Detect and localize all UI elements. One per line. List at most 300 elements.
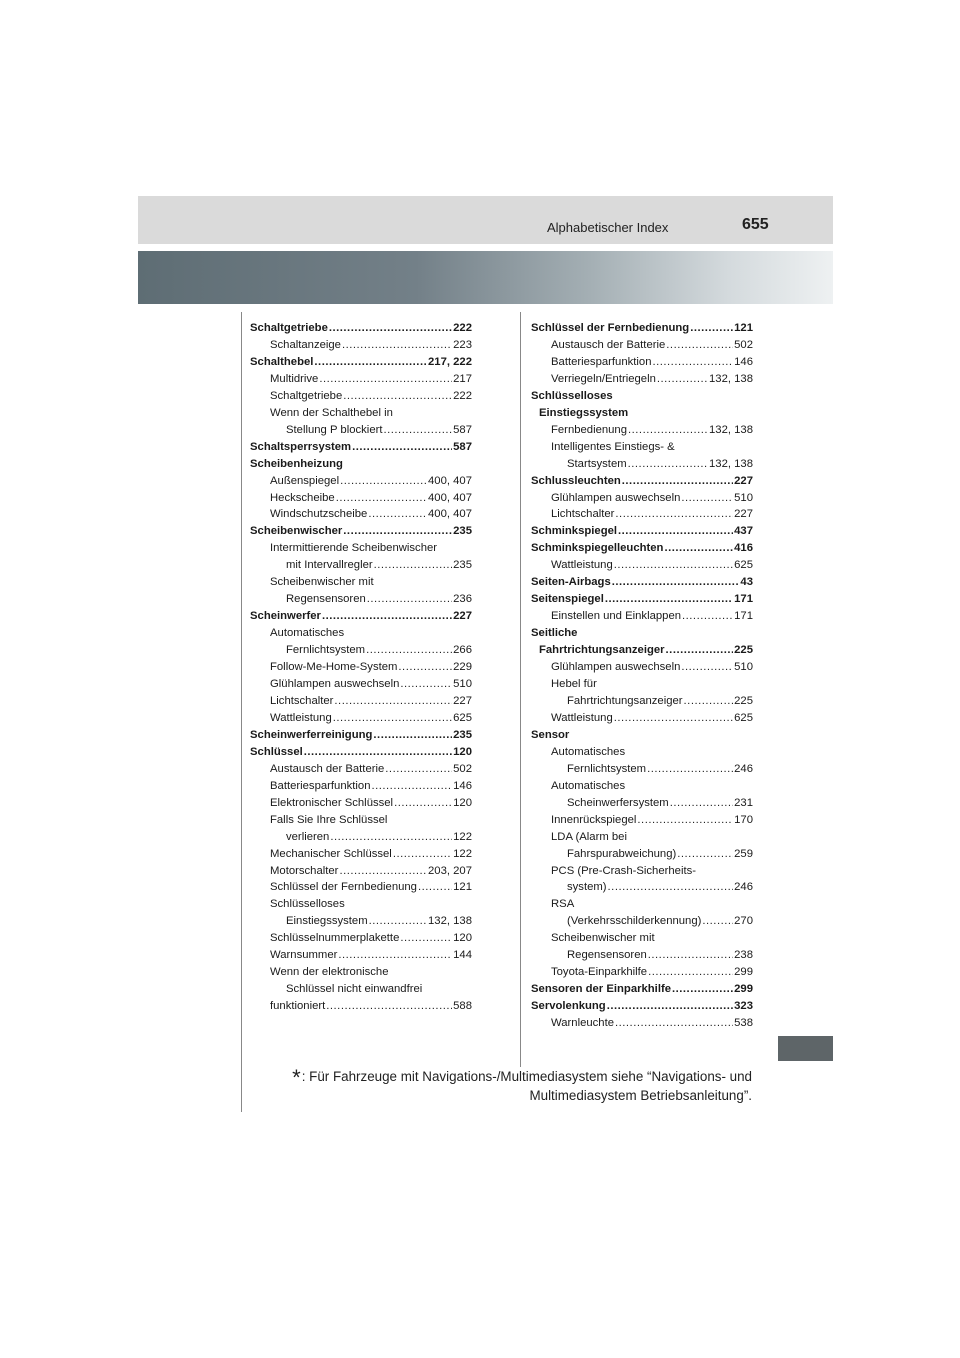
dot-leader: [664, 540, 733, 557]
index-entry-term: Schminkspiegelleuchten: [531, 542, 664, 555]
index-entry: [531, 456, 753, 473]
index-entry-term: Schaltgetriebe: [270, 389, 343, 402]
index-entry-term: mit Intervallregler: [286, 559, 373, 572]
index-entry-term: Wattleistung: [551, 559, 613, 572]
dot-leader: [670, 795, 733, 812]
index-entry-term: Follow-Me-Home-System: [270, 661, 398, 674]
index-entry-term: system): [567, 881, 607, 894]
page-number: 655: [742, 216, 769, 233]
dot-leader: [336, 490, 427, 507]
index-entry: [531, 354, 753, 371]
index-entry: [250, 540, 472, 557]
dot-leader: [319, 371, 452, 388]
index-entry: [250, 642, 472, 659]
dot-leader: [612, 574, 740, 591]
index-entry-page: 227: [734, 508, 753, 521]
index-entry-page: 122: [453, 830, 472, 843]
dot-leader: [702, 913, 733, 930]
index-entry-page: 270: [734, 915, 753, 928]
dot-leader: [608, 879, 734, 896]
index-entry-page: 225: [734, 644, 753, 657]
dot-leader: [367, 591, 452, 608]
index-entry-page: 121: [734, 322, 753, 334]
dot-leader: [690, 320, 733, 337]
index-entry-term: Automatisches: [551, 779, 626, 792]
dot-leader: [366, 642, 452, 659]
index-entry-term: Austausch der Batterie: [551, 338, 666, 351]
index-entry-page: 43: [740, 576, 753, 589]
index-entry-term: Schminkspiegel: [531, 525, 618, 538]
index-entry-page: 238: [734, 949, 753, 962]
index-entry-term: Falls Sie Ihre Schlüssel: [270, 813, 388, 826]
index-entry-page: 266: [453, 644, 472, 657]
index-entry-term: Fernlichtsystem: [286, 644, 366, 657]
footnote-text-1: : Für Fahrzeuge mit Navigations-/Multimediasystem siehe “Navigations- und: [301, 1069, 752, 1084]
index-entry: [250, 846, 472, 863]
index-entry-page: 227: [453, 610, 472, 623]
index-entry: [531, 727, 753, 744]
footnote-star: *: [292, 1065, 301, 1090]
index-entry-term: Außenspiegel: [270, 474, 340, 487]
index-entry-term: funktioniert: [270, 1000, 326, 1013]
index-entry-term: Lichtschalter: [551, 508, 615, 521]
index-entry-term: Wattleistung: [270, 711, 332, 724]
index-entry-term: Regensensoren: [286, 593, 366, 606]
index-entry-page: 170: [734, 813, 753, 826]
dot-leader: [304, 744, 452, 761]
index-entry: [531, 879, 753, 896]
dot-leader: [343, 523, 452, 540]
footnote-line-2: Multimediasystem Betriebsanleitung”.: [529, 1088, 752, 1103]
index-entry-page: 587: [453, 440, 472, 453]
index-entry-page: 510: [734, 491, 753, 504]
dot-leader: [398, 659, 452, 676]
index-entry: [250, 693, 472, 710]
dot-leader: [333, 710, 452, 727]
index-entry-term: Servolenkung: [531, 1000, 606, 1013]
index-entry: [250, 676, 472, 693]
index-entry-page: 217, 222: [428, 355, 472, 368]
index-entry: [250, 778, 472, 795]
index-entry-term: Warnsummer: [270, 949, 338, 962]
header-bar: [138, 196, 833, 244]
index-entry-term: Schlüssel: [250, 745, 303, 758]
index-entry: [531, 761, 753, 778]
index-entry-term: Wenn der Schalthebel in: [270, 406, 393, 419]
index-entry: [531, 1015, 753, 1032]
index-entry-term: Einstiegssystem: [286, 915, 368, 928]
index-entry: [250, 829, 472, 846]
index-entry: [250, 371, 472, 388]
index-entry: [250, 879, 472, 896]
dot-leader: [373, 727, 452, 744]
index-entry-page: 132, 138: [428, 915, 472, 928]
index-entry-term: Schlüssel der Fernbedienung: [531, 322, 690, 334]
index-entry-page: 146: [734, 355, 753, 368]
index-entry-page: 416: [734, 542, 753, 555]
index-entry: [531, 659, 753, 676]
index-entry-term: Wattleistung: [551, 711, 613, 724]
index-entry-page: 223: [453, 338, 472, 351]
index-entry: [531, 388, 753, 405]
index-entry-page: 227: [734, 474, 753, 487]
index-entry: [531, 812, 753, 829]
index-entry-page: 222: [453, 389, 472, 402]
index-entry-term: Intelligentes Einstiegs- &: [551, 440, 675, 453]
index-entry-page: 510: [734, 661, 753, 674]
index-entry-term: Fernlichtsystem: [567, 762, 647, 775]
index-entry-term: Seiten-Airbags: [531, 576, 611, 589]
index-entry-term: Intermittierende Scheibenwischer: [270, 542, 438, 555]
dot-leader: [681, 659, 733, 676]
index-entry-term: Scheinwerfer: [250, 610, 321, 623]
index-entry-page: 121: [453, 881, 472, 894]
index-entry-page: 217: [453, 372, 472, 385]
dot-leader: [418, 879, 452, 896]
index-entry-term: Glühlampen auswechseln: [551, 661, 681, 674]
index-entry: [250, 591, 472, 608]
index-entry-term: Scheinwerfersystem: [567, 796, 669, 809]
index-entry-page: 231: [734, 796, 753, 809]
index-entry: [531, 863, 753, 880]
index-entry-term: RSA: [551, 898, 575, 911]
index-entry-page: 259: [734, 847, 753, 860]
dot-leader: [314, 354, 427, 371]
index-entry: [250, 659, 472, 676]
dot-leader: [352, 439, 452, 456]
index-entry-page: 227: [453, 694, 472, 707]
dot-leader: [628, 456, 708, 473]
dot-leader: [681, 490, 733, 507]
index-entry-page: 246: [734, 762, 753, 775]
index-entry: [250, 490, 472, 507]
index-entry-page: 235: [453, 525, 472, 538]
index-entry: [250, 439, 472, 456]
index-entry-page: 120: [453, 745, 472, 758]
dot-leader: [615, 506, 733, 523]
index-entry: [531, 540, 753, 557]
index-entry-term: LDA (Alarm bei: [551, 830, 627, 843]
dot-leader: [614, 557, 733, 574]
index-entry: [531, 625, 753, 642]
index-entry-page: 132, 138: [709, 372, 753, 385]
page-header-title: Alphabetischer Index: [547, 220, 669, 235]
index-entry-term: Schlüssel nicht einwandfrei: [286, 983, 423, 996]
index-entry-page: 299: [734, 966, 753, 979]
index-entry-term: Scheibenwischer mit: [551, 932, 655, 945]
index-entry-term: Innenrückspiegel: [551, 813, 637, 826]
dot-leader: [618, 523, 733, 540]
index-entry: [531, 591, 753, 608]
dot-leader: [374, 557, 453, 574]
index-entry: [531, 642, 753, 659]
index-entry-page: 625: [734, 559, 753, 572]
index-entry: [531, 913, 753, 930]
index-entry-page: 144: [453, 949, 472, 962]
index-entry-term: Elektronischer Schlüssel: [270, 796, 394, 809]
index-entry-term: Einstiegssystem: [539, 406, 629, 419]
index-entry-page: 502: [453, 762, 472, 775]
dot-leader: [615, 1015, 733, 1032]
index-entry-page: 246: [734, 881, 753, 894]
index-entry-page: 400, 407: [428, 508, 472, 521]
index-entry-term: Automatisches: [270, 627, 345, 640]
index-entry-term: Glühlampen auswechseln: [551, 491, 681, 504]
index-entry-term: Fernbedienung: [551, 423, 628, 436]
index-entry: [531, 981, 753, 998]
index-entry: [250, 608, 472, 625]
index-entry: [531, 676, 753, 693]
index-entry-term: Schlüsselloses: [270, 898, 345, 911]
index-entry: [250, 913, 472, 930]
index-entry-page: 437: [734, 525, 753, 538]
dot-leader: [652, 354, 733, 371]
index-entry: [531, 320, 753, 337]
index-entry: [250, 812, 472, 829]
index-entry: [250, 998, 472, 1015]
index-entry-page: 538: [734, 1017, 753, 1030]
dot-leader: [368, 506, 427, 523]
dot-leader: [339, 863, 427, 880]
index-entry-term: Lichtschalter: [270, 694, 334, 707]
index-entry-term: Wenn der elektronische: [270, 966, 389, 979]
index-entry: [250, 523, 472, 540]
index-entry: [531, 710, 753, 727]
dot-leader: [657, 371, 708, 388]
index-entry: [250, 506, 472, 523]
index-entry-page: 203, 207: [428, 864, 472, 877]
index-entry: [250, 354, 472, 371]
index-entry-page: 132, 138: [709, 423, 753, 436]
index-entry-term: Schlussleuchten: [531, 474, 621, 487]
dot-leader: [607, 998, 733, 1015]
index-entry-page: 299: [734, 983, 753, 996]
index-entry-term: Seitliche: [531, 627, 578, 640]
index-entry-term: PCS (Pre-Crash-Sicherheits-: [551, 864, 697, 877]
index-entry-term: Einstellen und Einklappen: [551, 610, 682, 623]
index-entry: [531, 829, 753, 846]
index-entry: [531, 795, 753, 812]
index-entry-page: 225: [734, 694, 753, 707]
dot-leader: [628, 422, 708, 439]
dot-leader: [322, 608, 452, 625]
index-entry: [531, 608, 753, 625]
index-entry-term: Batteriesparfunktion: [270, 779, 371, 792]
index-entry: [250, 964, 472, 981]
index-entry: [250, 422, 472, 439]
index-entry-term: Scheibenwischer: [250, 525, 343, 538]
index-entry: [250, 405, 472, 422]
footnote-line-1: [250, 1065, 752, 1090]
column-divider: [520, 312, 521, 1067]
dot-leader: [338, 947, 452, 964]
dot-leader: [326, 998, 452, 1015]
index-entry-term: Schaltanzeige: [270, 338, 341, 351]
index-entry: [531, 439, 753, 456]
index-entry-term: Schlüssel der Fernbedienung: [270, 881, 417, 894]
index-entry-term: Sensor: [531, 728, 570, 741]
index-entry-term: Fahrtrichtungsanzeiger: [567, 694, 683, 707]
index-entry: [531, 964, 753, 981]
dot-leader: [342, 337, 452, 354]
index-entry-term: Multidrive: [270, 372, 319, 385]
index-entry-term: Schlüsselnummerplakette: [270, 932, 400, 945]
index-entry: [531, 523, 753, 540]
index-entry-term: Toyota-Einparkhilfe: [551, 966, 648, 979]
index-entry-page: 171: [734, 593, 753, 606]
index-entry: [531, 846, 753, 863]
index-entry: [531, 778, 753, 795]
index-entry-term: Heckscheibe: [270, 491, 335, 504]
index-entry: [250, 710, 472, 727]
index-entry-term: Mechanischer Schlüssel: [270, 847, 392, 860]
index-entry-page: 122: [453, 847, 472, 860]
index-entry-term: Automatisches: [551, 745, 626, 758]
index-entry: [250, 625, 472, 642]
index-entry: [531, 422, 753, 439]
index-entry-page: 120: [453, 796, 472, 809]
index-entry: [250, 930, 472, 947]
index-entry: [250, 320, 472, 337]
index-entry: [531, 337, 753, 354]
dot-leader: [622, 473, 733, 490]
index-entry-page: 171: [734, 610, 753, 623]
dot-leader: [384, 422, 453, 439]
index-entry: [250, 896, 472, 913]
index-entry-term: Warnleuchte: [551, 1017, 614, 1030]
index-entry-page: 229: [453, 661, 472, 674]
index-entry-page: 323: [734, 1000, 753, 1013]
index-entry-page: 625: [734, 711, 753, 724]
dot-leader: [647, 761, 733, 778]
index-entry-page: 235: [453, 728, 472, 741]
dot-leader: [672, 981, 733, 998]
index-entry-term: Scheinwerferreinigung: [250, 728, 373, 741]
index-entry-term: Austausch der Batterie: [270, 762, 385, 775]
index-column-right: [531, 320, 753, 1032]
index-entry: [531, 371, 753, 388]
dot-leader: [648, 964, 733, 981]
index-entry-term: Glühlampen auswechseln: [270, 678, 400, 691]
index-entry-page: 236: [453, 593, 472, 606]
index-entry-term: Schaltgetriebe: [250, 322, 328, 334]
index-entry: [250, 456, 472, 473]
index-entry: [531, 947, 753, 964]
section-tab-marker: [778, 1036, 833, 1061]
dot-leader: [369, 913, 427, 930]
index-entry: [250, 947, 472, 964]
index-entry: [250, 727, 472, 744]
index-entry: [250, 574, 472, 591]
dot-leader: [330, 829, 452, 846]
index-entry-page: 222: [453, 322, 472, 334]
index-entry-term: verlieren: [286, 830, 330, 843]
index-entry-term: Fahrtrichtungsanzeiger: [539, 644, 665, 657]
dot-leader: [637, 812, 733, 829]
index-entry-term: Stellung P blockiert: [286, 423, 383, 436]
index-entry-term: Startsystem: [567, 457, 627, 470]
index-entry-page: 235: [453, 559, 472, 572]
dot-leader: [614, 710, 733, 727]
index-entry-page: 625: [453, 711, 472, 724]
index-entry: [250, 388, 472, 405]
index-entry: [250, 337, 472, 354]
index-entry: [531, 998, 753, 1015]
index-entry: [531, 744, 753, 761]
dot-leader: [677, 846, 733, 863]
dot-leader: [393, 846, 452, 863]
dot-leader: [684, 693, 734, 710]
dot-leader: [343, 388, 452, 405]
index-entry-term: Schalthebel: [250, 355, 314, 368]
index-entry-page: 510: [453, 678, 472, 691]
index-entry-term: Batteriesparfunktion: [551, 355, 652, 368]
index-entry-page: 587: [453, 423, 472, 436]
dot-leader: [666, 642, 734, 659]
dot-leader: [340, 473, 427, 490]
index-entry-page: 120: [453, 932, 472, 945]
index-entry-term: Windschutzscheibe: [270, 508, 368, 521]
index-entry: [531, 557, 753, 574]
index-entry: [531, 473, 753, 490]
index-entry: [531, 405, 753, 422]
index-entry-page: 400, 407: [428, 474, 472, 487]
index-entry: [531, 693, 753, 710]
index-entry: [531, 574, 753, 591]
dot-leader: [394, 795, 452, 812]
index-entry-page: 132, 138: [709, 457, 753, 470]
index-entry: [250, 473, 472, 490]
dot-leader: [666, 337, 733, 354]
index-entry: [531, 930, 753, 947]
dot-leader: [385, 761, 452, 778]
dot-leader: [334, 693, 452, 710]
index-entry-page: 400, 407: [428, 491, 472, 504]
dot-leader: [648, 947, 733, 964]
index-entry-term: (Verkehrsschilderkennung): [567, 915, 702, 928]
index-entry: [250, 863, 472, 880]
index-entry-term: Hebel für: [551, 678, 597, 691]
dot-leader: [329, 320, 452, 337]
index-entry: [250, 557, 472, 574]
dot-leader: [605, 591, 733, 608]
index-column-left: [250, 320, 472, 1015]
dot-leader: [371, 778, 452, 795]
index-entry: [531, 506, 753, 523]
footnote: [250, 1065, 752, 1105]
dot-leader: [400, 930, 452, 947]
index-entry-term: Fahrspurabweichung): [567, 847, 677, 860]
index-entry-term: Verriegeln/Entriegeln: [551, 372, 656, 385]
index-entry: [250, 981, 472, 998]
index-entry-term: Motorschalter: [270, 864, 339, 877]
index-entry-page: 588: [453, 1000, 472, 1013]
index-entry-term: Schaltsperrsystem: [250, 440, 352, 453]
index-entry-page: 146: [453, 779, 472, 792]
dot-leader: [400, 676, 452, 693]
index-entry: [250, 795, 472, 812]
index-entry-term: Seitenspiegel: [531, 593, 604, 606]
index-entry-term: Scheibenwischer mit: [270, 576, 374, 589]
index-entry-term: Sensoren der Einparkhilfe: [531, 983, 671, 996]
left-margin-rule: [241, 312, 242, 1112]
index-entry-term: Schlüsselloses: [531, 389, 613, 402]
index-entry: [250, 744, 472, 761]
index-entry-page: 502: [734, 338, 753, 351]
index-entry: [531, 896, 753, 913]
dot-leader: [682, 608, 733, 625]
index-entry-term: Scheibenheizung: [250, 457, 343, 470]
